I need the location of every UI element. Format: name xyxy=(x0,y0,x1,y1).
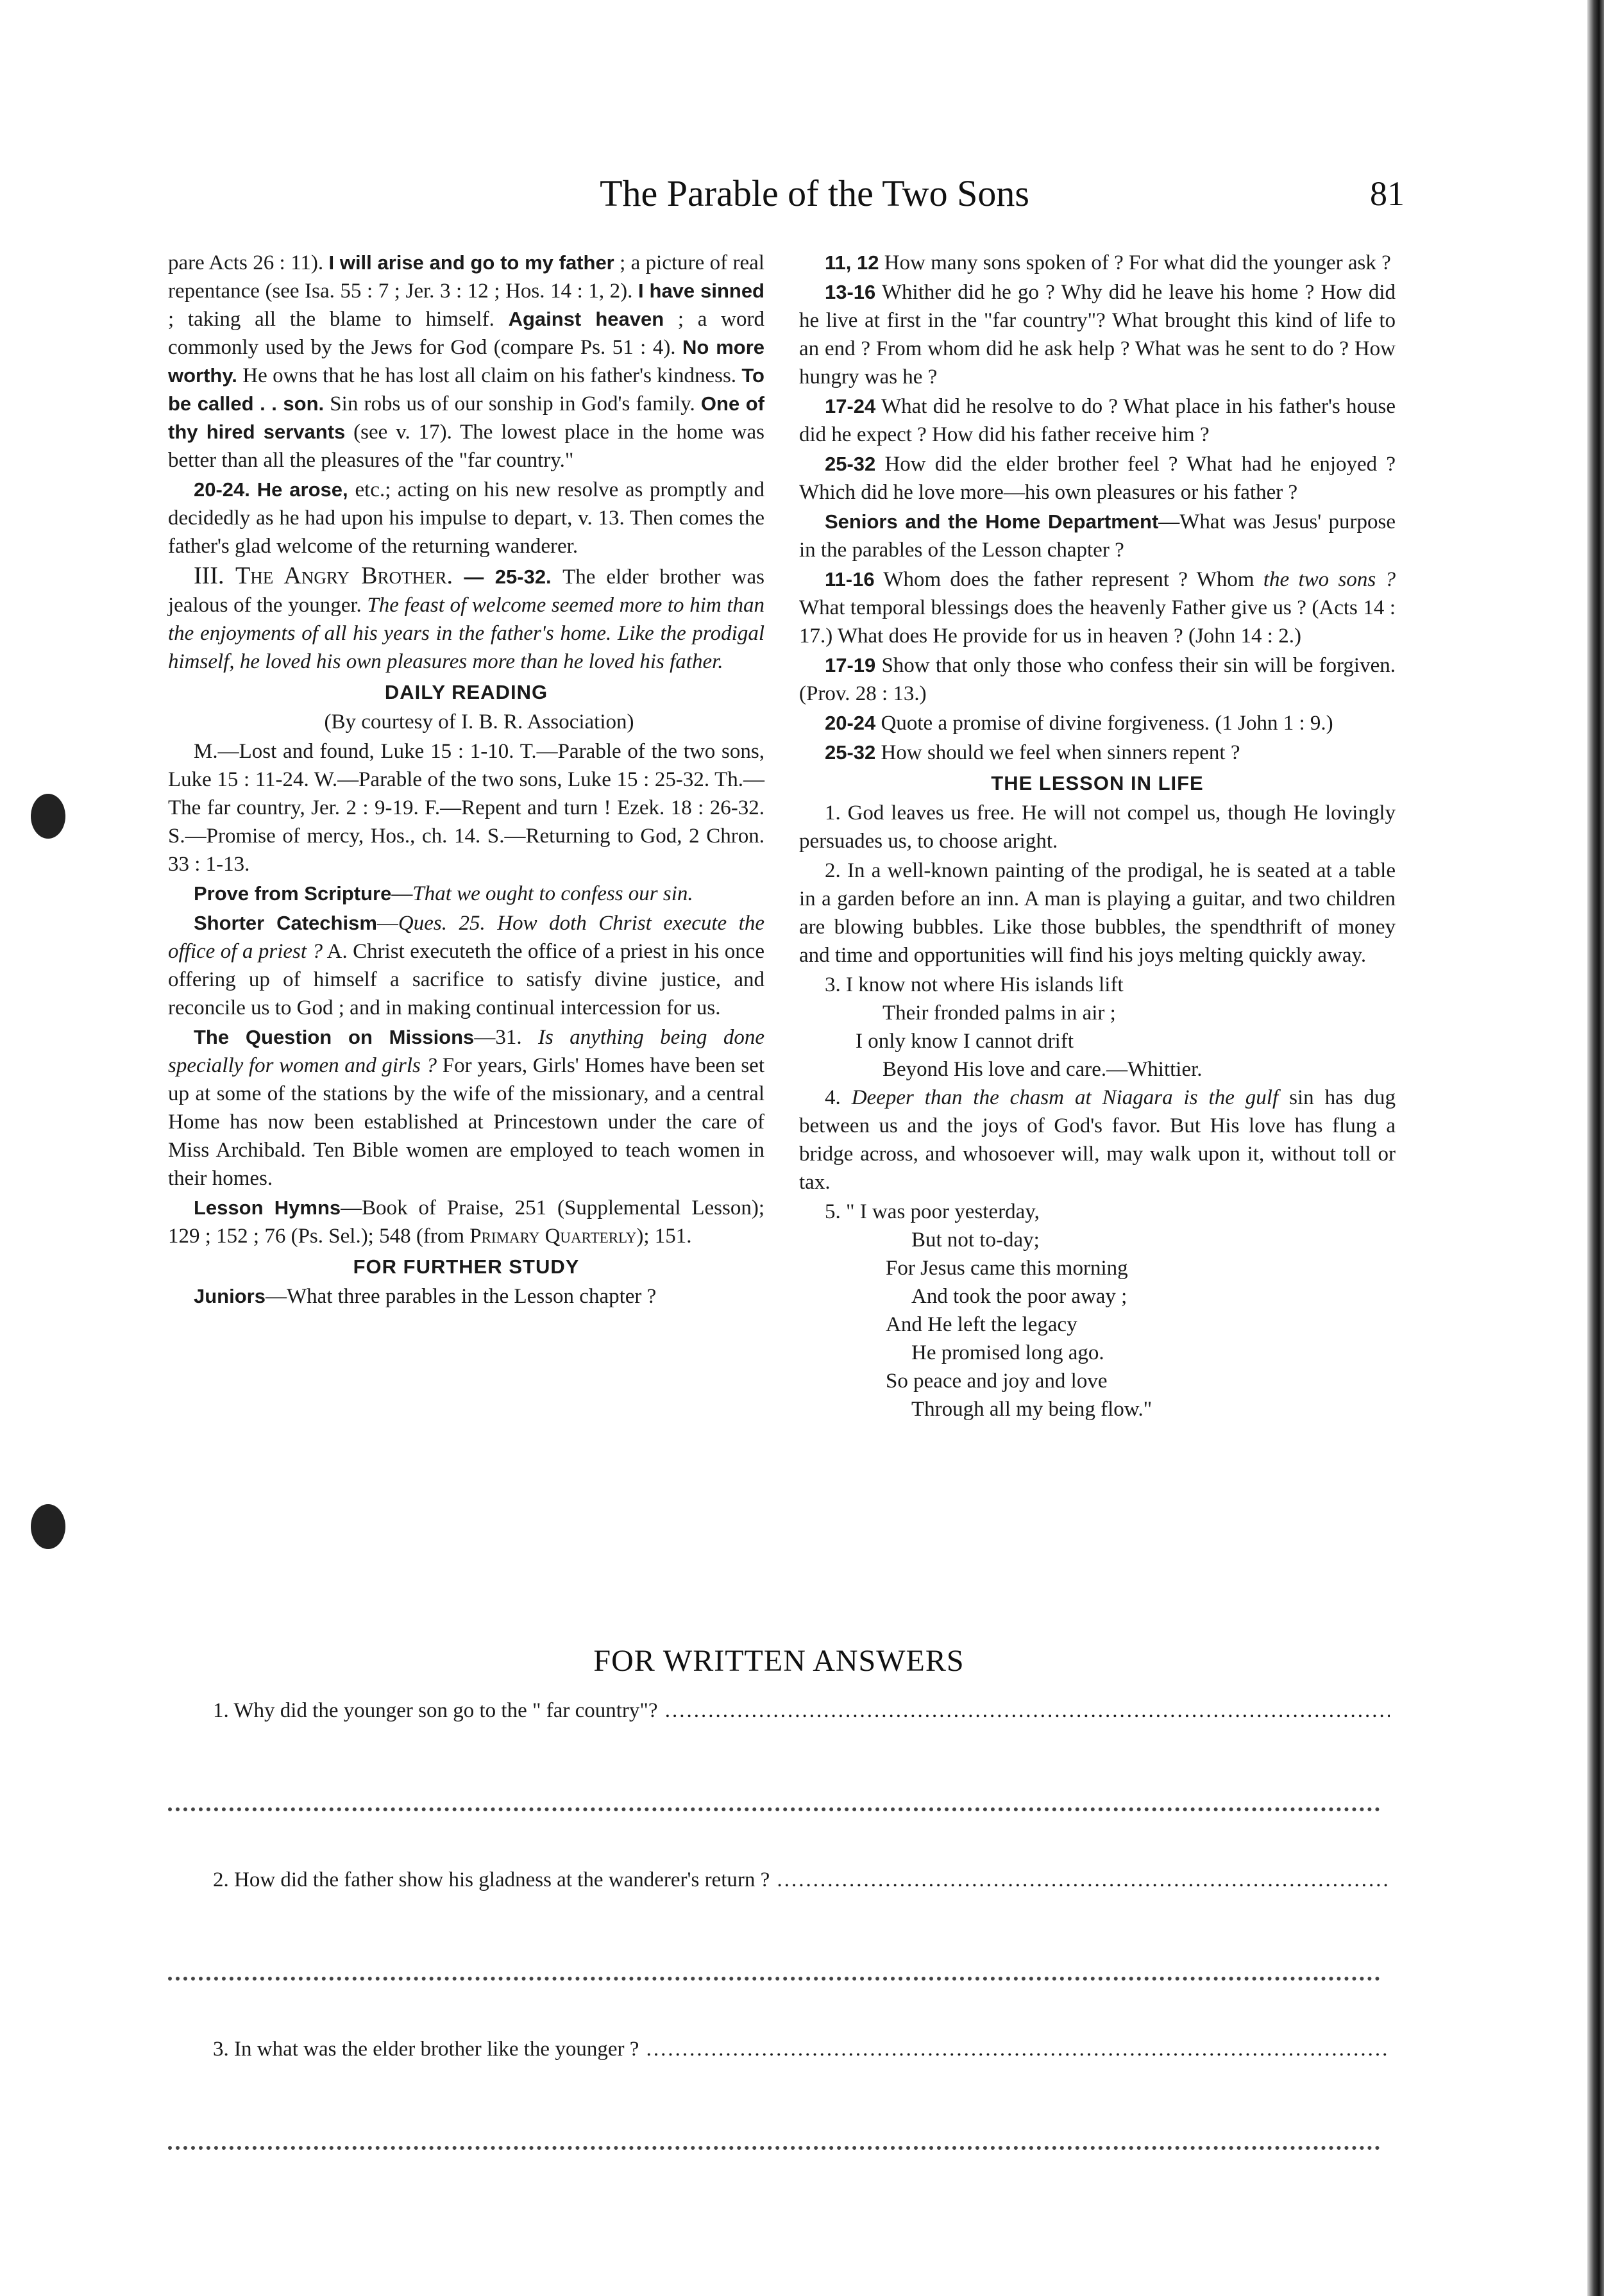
paragraph-angry-brother: III. The Angry Brother. — 25-32. The elder brother was jealous of the younger. The feast of welcome seemed more to him than the enjoyments of all his years in the father's home. Like the prodigal himself, he loved his own pleasures more than he loved his father. xyxy=(168,562,765,673)
senior-question-25-32: 25-32 How should we feel when sinners repent ? xyxy=(825,741,1240,764)
binding-hole-mark xyxy=(31,1504,65,1549)
paragraph-he-arose: 20-24. He arose, etc.; acting on his new resolve as promptly and decidedly as he had upon his impulse to depart, v. 13. Then comes the father's glad welcome of the returning wanderer. xyxy=(168,478,764,558)
poem-line: Beyond His love and care.—Whittier. xyxy=(882,1058,1203,1081)
question-on-missions: The Question on Missions—31. Is anything being done specially for women and girls ? For years, Girls' Homes have been set up at some of the stations by the wife of the missionary, and a central Home has now been established at Princestown under the care of Miss Archibald. Ten Bible women are employed to teach women in their homes. xyxy=(168,1026,765,1190)
junior-question-25-32: 25-32 How did the elder brother feel ? What had he enjoyed ? Which did he love more—his own pleasures or his father ? xyxy=(799,453,1396,504)
juniors-question: Juniors—What three parables in the Lesson chapter ? xyxy=(194,1285,657,1308)
left-column xyxy=(168,249,764,1312)
binding-hole-mark xyxy=(31,794,65,839)
daily-reading-courtesy: (By courtesy of I. B. R. Association) xyxy=(324,710,634,733)
paragraph-verse-notes: pare Acts 26 : 11). I will arise and go to my father ; a picture of real repentance (see Isa. 55 : 7 ; Jer. 3 : 12 ; Hos. 14 : 1, 2). I have sinned ; taking all the blame to himself. Against heaven ; a word commonly used by the Jews for God (compare Ps. 51 : 4). No more worthy. He owns that he has lost all claim on his father's kindness. To be called . . son. Sin robs us of our sonship in God's family. One of thy hired servants (see v. 17). The lowest place in the home was better than all the pleasures of the "far country." xyxy=(168,251,765,472)
right-column xyxy=(799,249,1396,1423)
senior-question-11-16: 11-16 Whom does the father represent ? Whom the two sons ? What temporal blessings does the heavenly Father give us ? (Acts 14 : 17.) What does He provide for us in heaven ? (John 14 : 2.) xyxy=(799,568,1396,648)
poem-line: He promised long ago. xyxy=(911,1341,1104,1364)
senior-question-20-24: 20-24 Quote a promise of divine forgiveness. (1 John 1 : 9.) xyxy=(825,712,1333,735)
poem-line: 5. " I was poor yesterday, xyxy=(825,1200,1040,1223)
poem-line: Their fronded palms in air ; xyxy=(882,1001,1116,1025)
answer-line-3[interactable] xyxy=(168,2118,1380,2150)
written-question-2: 2. How did the father show his gladness at the wanderer's return ? ..... xyxy=(168,1866,1390,1894)
written-answers-heading: FOR WRITTEN ANSWERS xyxy=(593,1644,965,1678)
lesson-hymns: Lesson Hymns—Book of Praise, 251 (Supplemental Lesson); 129 ; 152 ; 76 (Ps. Sel.); 548 (from Primary Quarterly); 151. xyxy=(168,1196,764,1248)
daily-reading-heading: DAILY READING xyxy=(384,681,548,703)
seniors-home-department: Seniors and the Home Department—What was Jesus' purpose in the parables of the Lesson chapter ? xyxy=(799,510,1396,562)
written-question-3: 3. In what was the elder brother like the younger ? ..... xyxy=(168,2035,1390,2063)
senior-question-17-19: 17-19 Show that only those who confess their sin will be forgiven. (Prov. 28 : 13.) xyxy=(799,654,1396,705)
poem-line: But not to-day; xyxy=(911,1228,1040,1252)
scan-edge-shadow xyxy=(1587,0,1604,2296)
poem-line: 3. I know not where His islands lift xyxy=(825,973,1124,996)
page-number: 81 xyxy=(1370,174,1405,213)
written-question-1: 1. Why did the younger son go to the " far country"? ..... xyxy=(168,1697,1390,1725)
page-title: The Parable of the Two Sons xyxy=(600,172,1029,214)
poem-line: I only know I cannot drift xyxy=(856,1030,1074,1053)
written-answers-section xyxy=(168,1639,1390,2204)
life-point-4: 4. Deeper than the chasm at Niagara is the gulf sin has dug between us and the joys of God's favor. But His love has flung a bridge across, and whosoever will, may walk upon it, without toll or tax. xyxy=(799,1086,1396,1194)
poem-line: Through all my being flow." xyxy=(911,1398,1152,1421)
life-point-1: 1. God leaves us free. He will not compel us, though He lovingly persuades us, to choose aright. xyxy=(799,801,1396,853)
life-point-2: 2. In a well-known painting of the prodigal, he is seated at a table in a garden before an inn. A man is playing a guitar, and two children are blowing bubbles. Like those bubbles, the spendthrift of money and time and opportunities will find his joys melting quickly away. xyxy=(799,859,1396,967)
answer-line-2[interactable] xyxy=(168,1948,1380,1981)
legacy-poem xyxy=(799,1198,1396,1423)
junior-question-17-24: 17-24 What did he resolve to do ? What place in his father's house did he expect ? How did his father receive him ? xyxy=(799,395,1396,446)
running-head xyxy=(0,168,1604,219)
lesson-in-life-heading: THE LESSON IN LIFE xyxy=(991,772,1204,794)
daily-reading-list: M.—Lost and found, Luke 15 : 1-10. T.—Parable of the two sons, Luke 15 : 11-24. W.—Parable of the two sons, Luke 15 : 25-32. Th.—The far country, Jer. 2 : 9-19. F.—Repent and turn ! Ezek. 18 : 26-32. S.—Promise of mercy, Hos., ch. 14. S.—Returning to God, 2 Chron. 33 : 1-13. xyxy=(168,740,764,876)
poem-line: So peace and joy and love xyxy=(886,1370,1108,1393)
poem-line: And took the poor away ; xyxy=(911,1285,1127,1308)
further-study-heading: FOR FURTHER STUDY xyxy=(353,1255,580,1278)
junior-question-13-16: 13-16 Whither did he go ? Why did he leave his home ? How did he live at first in the "far country"? What brought this kind of life to an end ? From whom did he ask help ? What was he sent to do ? How hungry was he ? xyxy=(799,281,1396,389)
answer-line-1[interactable] xyxy=(168,1779,1380,1811)
junior-question-11-12: 11, 12 How many sons spoken of ? For what did the younger ask ? xyxy=(825,251,1391,274)
shorter-catechism: Shorter Catechism—Ques. 25. How doth Christ execute the office of a priest ? A. Christ executeth the office of a priest in his once offering up of himself a sacrifice to satisfy divine justice, and reconcile us to God ; and in making continual intercession for us. xyxy=(168,912,765,1019)
poem-line: For Jesus came this morning xyxy=(886,1257,1128,1280)
prove-from-scripture: Prove from Scripture—That we ought to confess our sin. xyxy=(194,882,693,905)
poem-line: And He left the legacy xyxy=(886,1313,1077,1336)
whittier-poem xyxy=(799,971,1396,1084)
